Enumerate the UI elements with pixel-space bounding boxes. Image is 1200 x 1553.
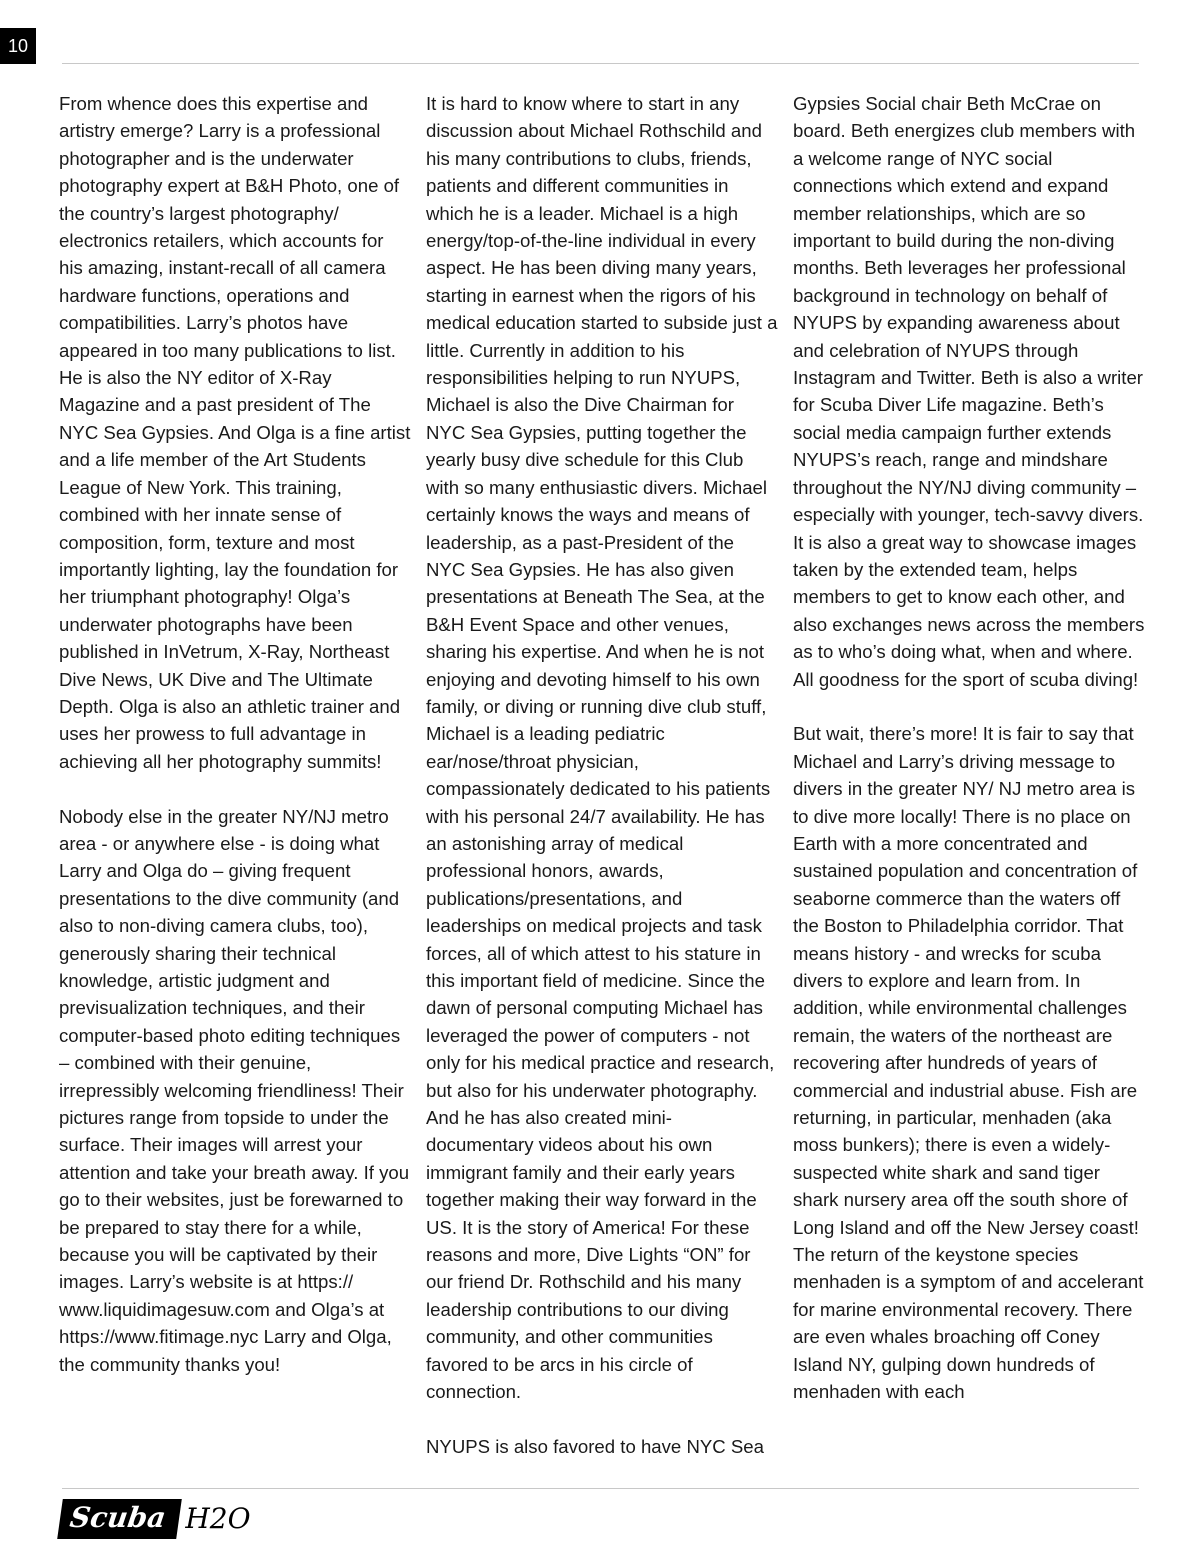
paragraph: Gypsies Social chair Beth McCrae on board. Beth energizes club members with a welcome range of NYC social connections which extend and expand member relationships, which are so important to build during the non-diving months. Beth leverages her professional background in technology on behalf of NYUPS by expanding awareness about and celebration of NYUPS through Instagram and Twitter. Beth is also a writer for Scuba Diver Life magazine. Beth’s social media campaign further extends NYUPS’s reach, range and mindshare throughout the NY/NJ diving community – especially with younger, tech-savvy divers. It is also a great way to showcase images taken by the extended team, helps members to get to know each other, and also exchanges news across the members as to who’s doing what, when and where. All goodness for the sport of scuba diving! bbox=[793, 93, 1145, 690]
paragraph: It is hard to know where to start in any discussion about Michael Rothschild and his many contributions to clubs, friends, patients and different communities in which he is a leader. Michael is a high energy/top-of-the-line individual in every aspect. He has been diving many years, starting in earnest when the rigors of his medical education started to subside just a little. Currently in addition to his responsibilities helping to run NYUPS, Michael is also the Dive Chairman for NYC Sea Gypsies, putting together the yearly busy dive schedule for this Club with so many enthusiastic divers. Michael certainly knows the ways and means of leadership, as a past-President of the NYC Sea Gypsies. He has also given presentations at Beneath The Sea, at the B&H Event Space and other venues, sharing his expertise. And when he is not enjoying and devoting himself to his own family, or diving or running dive club stuff, Michael is a leading pediatric ear/nose/throat physician, compassionately dedicated to his patients with his personal 24/7 availability. He has an astonishing array of medical professional honors, awards, publications/presentations, and leaderships on medical projects and task forces, all of which attest to his stature in this important field of medicine. Since the dawn of personal computing Michael has leveraged the power of computers - not only for his medical practice and research, but also for his underwater photography. And he has also created mini-documentary videos about his own immigrant family and their early years together making their way forward in the US. It is the story of America! For these reasons and more, Dive Lights “ON” for our friend Dr. Rothschild and his many leadership contributions to our diving community, and other communities favored to be arcs in his circle of connection. bbox=[426, 93, 778, 1403]
article-body bbox=[0, 90, 1200, 1480]
column-2 bbox=[426, 90, 778, 1460]
column-1 bbox=[59, 90, 411, 1378]
top-divider bbox=[62, 63, 1139, 64]
paragraph: Nobody else in the greater NY/NJ metro area - or anywhere else - is doing what Larry and Olga do – giving frequent presentations to the dive community (and also to non-diving camera clubs, too), generously sharing their technical knowledge, artistic judgment and previsualization techniques, and their computer-based photo editing techniques – combined with their genuine, irrepressibly welcoming friendliness! Their pictures range from topside to under the surface. Their images will arrest your attention and take your breath away. If you go to their websites, just be forewarned to be prepared to stay there for a while, because you will be captivated by their images. Larry’s website is at https:// www.liquidimagesuw.com and Olga’s at https://www.fitimage.nyc Larry and Olga, the community thanks you! bbox=[59, 805, 410, 1375]
page-number: 10 bbox=[0, 28, 36, 64]
logo-h2o-text: H2O bbox=[185, 1502, 251, 1535]
paragraph: But wait, there’s more! It is fair to say that Michael and Larry’s driving message to divers in the greater NY/ NJ metro area is to dive more locally! There is no place on Earth with a more concentrated and sustained population and concentration of seaborne commerce than the waters off the Boston to Philadelphia corridor. That means history - and wrecks for scuba divers to explore and learn from. In addition, while environmental challenges remain, the waters of the northeast are recovering after hundreds of years of commercial and industrial abuse. Fish are returning, in particular, menhaden (aka moss bunkers); there is even a widely-suspected white shark and sand tiger shark nursery area off the south shore of Long Island and off the New Jersey coast! The return of the keystone species menhaden is a symptom of and accelerant for marine environmental recovery. There are even whales broaching off Coney Island NY, gulping down hundreds of menhaden with each bbox=[793, 723, 1144, 1403]
paragraph: From whence does this expertise and artistry emerge? Larry is a professional photographer and is the underwater photography expert at B&H Photo, one of the country’s largest photography/ electronics retailers, which accounts for his amazing, instant-recall of all camera hardware functions, operations and compatibilities. Larry’s photos have appeared in too many publications to list. He is also the NY editor of X-Ray Magazine and a past president of The NYC Sea Gypsies. And Olga is a fine artist and a life member of the Art Students League of New York. This training, combined with her innate sense of composition, form, texture and most importantly lighting, lay the foundation for her triumphant photography! Olga’s underwater photographs have been published in InVetrum, X-Ray, Northeast Dive News, UK Dive and The Ultimate Depth. Olga is also an athletic trainer and uses her prowess to full advantage in achieving all her photography summits! bbox=[59, 93, 411, 772]
bottom-divider bbox=[62, 1488, 1139, 1489]
paragraph: NYUPS is also favored to have NYC Sea bbox=[426, 1435, 764, 1457]
logo-scuba-text: Scuba bbox=[57, 1499, 182, 1539]
magazine-logo bbox=[60, 1500, 251, 1538]
column-3 bbox=[793, 90, 1145, 1405]
